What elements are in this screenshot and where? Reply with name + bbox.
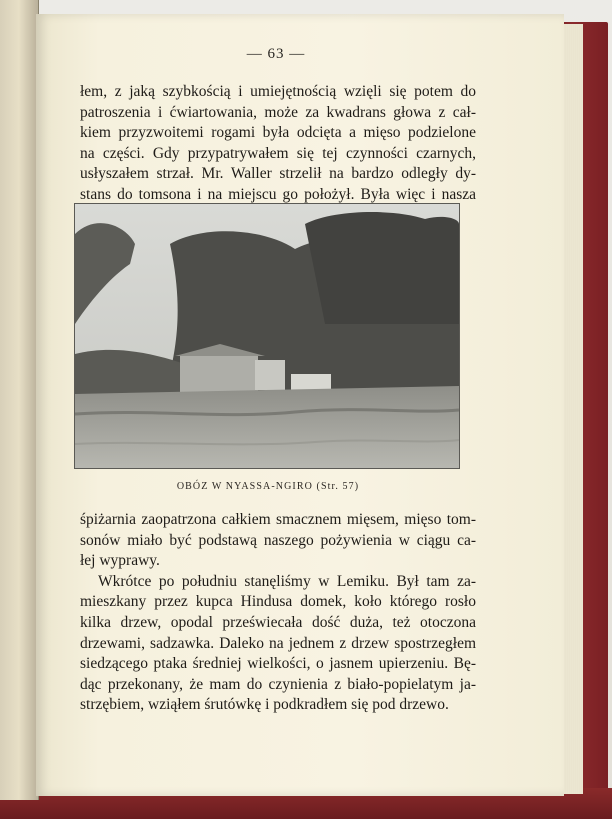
photo-caption: OBÓZ W NYASSA-NGIRO (Str. 57) — [176, 481, 360, 492]
camp-photograph — [75, 204, 459, 468]
paragraph-bottom — [80, 510, 476, 716]
text-line: sonów miało być podstawą naszego pożywienia w ciągu ca- — [80, 531, 476, 549]
text-line: mieszkany przez kupca Hindusa domek, koło którego rosło — [80, 593, 476, 611]
text-line: kiem przyzwoitemi rogami była odcięta a mięso podzielone — [80, 124, 476, 142]
left-page-edge — [0, 0, 39, 800]
text-line: patroszenia i ćwiartowania, może za kwadrans głowa z cał- — [80, 103, 476, 121]
text-line: śpiżarnia zaopatrzona całkiem smacznem mięsem, mięso tom- — [80, 511, 476, 528]
paragraph-top — [80, 82, 476, 206]
text-line: stans do tomsona i na miejscu go położył. Była więc i nasza — [80, 185, 476, 203]
text-line: na części. Gdy przypatrywałem się tej czynności czarnych, — [80, 144, 476, 162]
text-line: łej wyprawy. — [80, 552, 160, 570]
text-line: kilka drzew, opodal przeświecała dość duża, też otoczona — [80, 613, 476, 631]
text-line: drzewami, sadzawka. Daleko na jednem z drzew spostrzegłem — [80, 634, 476, 652]
text-line: łem, z jaką szybkością i umiejętnością wzięli się potem do — [80, 83, 476, 100]
text-line: Wkrótce po południu stanęliśmy w Lemiku. Był tam za- — [98, 572, 476, 590]
text-line: usłyszałem strzał. Mr. Waller strzelił na bardzo odległy dy- — [80, 165, 476, 183]
text-line: strzębiem, wziąłem śrutówkę i podkradłem się pod drzewo. — [80, 696, 449, 714]
text-line: dąc przekonany, że mam do czynienia z biało-popielatym ja- — [80, 675, 476, 693]
text-line: siedzącego ptaka średniej wielkości, o jasnem upierzeniu. Bę- — [80, 655, 476, 673]
page-number: — 63 — — [246, 46, 306, 62]
